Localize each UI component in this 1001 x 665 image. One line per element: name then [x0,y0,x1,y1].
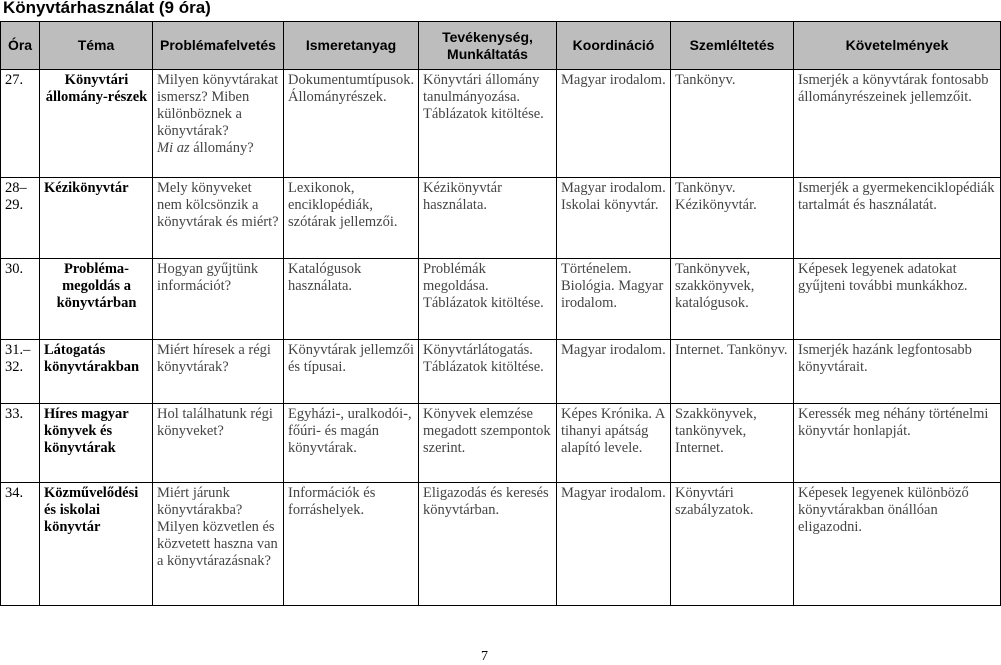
cell-tevekenyseg: Könyvtári állomány tanulmányozása. Táblázatok kitöltése. [419,70,557,178]
cell-tevekenyseg: Problémák megoldása. Táblázatok kitöltése. [419,259,557,340]
table-row [1,259,1001,340]
table-row [1,404,1001,483]
cell-ismeretanyag: Dokumentumtípusok. Állományrészek. [284,70,419,178]
cell-kovetelmenyek: Ismerjék a gyermekenciklopédiák tartalmát és használatát. [794,178,1001,259]
header-row [1,22,1001,70]
cell-problemafelvetes-text: Milyen könyvtárakat ismersz? Miben különböznek a könyvtárak? [157,72,279,139]
cell-problemafelvetes: Mely könyveket nem kölcsönzik a könyvtárak és miért? [153,178,284,259]
cell-szemleltetes: Tankönyv. Kézikönyvtár. [671,178,794,259]
cell-koordinacio: Történelem. Biológia. Magyar irodalom. [557,259,671,340]
cell-szemleltetes: Könyvtári szabályzatok. [671,483,794,606]
cell-ora: 27. [1,70,40,178]
header-kovetelmenyek: Követelmények [794,22,1001,70]
cell-szemleltetes: Tankönyv. [671,70,794,178]
curriculum-table [0,21,1001,606]
cell-koordinacio: Magyar irodalom. [557,70,671,178]
cell-koordinacio: Képes Krónika. A tihanyi apátság alapító levele. [557,404,671,483]
header-tema: Téma [40,22,153,70]
cell-kovetelmenyek: Keressék meg néhány történelmi könyvtár honlapját. [794,404,1001,483]
cell-kovetelmenyek: Ismerjék a könyvtárak fontosabb állományrészeinek jellemzőit. [794,70,1001,178]
cell-tema: Könyvtári állomány-részek [40,70,153,178]
cell-szemleltetes: Szakkönyvek, tankönyvek, Internet. [671,404,794,483]
cell-ora: 34. [1,483,40,606]
cell-kovetelmenyek: Képesek legyenek különböző könyvtárakban önállóan eligazodni. [794,483,1001,606]
cell-ismeretanyag: Könyvtárak jellemzői és típusai. [284,340,419,404]
cell-tevekenyseg: Kézikönyvtár használata. [419,178,557,259]
cell-problemafelvetes: Hol találhatunk régi könyveket? [153,404,284,483]
table-row [1,483,1001,606]
cell-szemleltetes: Tankönyvek, szakkönyvek, katalógusok. [671,259,794,340]
cell-ora: 28–29. [1,178,40,259]
cell-tema: Probléma-megoldás a könyvtárban [40,259,153,340]
cell-tema: Látogatás könyvtárakban [40,340,153,404]
cell-problemafelvetes: Miért járunk könyvtárakba? Milyen közvetlen és közvetett haszna van a könyvtárazásnak? [153,483,284,606]
cell-problemafelvetes-emphasis: Mi az [157,140,190,156]
cell-problemafelvetes-tail: állomány? [193,140,254,156]
cell-koordinacio: Magyar irodalom. [557,483,671,606]
cell-ora: 33. [1,404,40,483]
cell-koordinacio: Magyar irodalom. Iskolai könyvtár. [557,178,671,259]
cell-problemafelvetes: Hogyan gyűjtünk információt? [153,259,284,340]
cell-ismeretanyag: Lexikonok, enciklopédiák, szótárak jellemzői. [284,178,419,259]
header-ora: Óra [1,22,40,70]
cell-koordinacio: Magyar irodalom. [557,340,671,404]
cell-tema: Híres magyar könyvek és könyvtárak [40,404,153,483]
table-row [1,178,1001,259]
table-row [1,70,1001,178]
header-tevekenyseg: Tevékenység, Munkáltatás [419,22,557,70]
cell-ora: 30. [1,259,40,340]
cell-tema: Kézikönyvtár [40,178,153,259]
cell-ismeretanyag: Egyházi-, uralkodói-, főúri- és magán könyvtárak. [284,404,419,483]
cell-kovetelmenyek: Ismerjék hazánk legfontosabb könyvtárait. [794,340,1001,404]
header-koordinacio: Koordináció [557,22,671,70]
cell-ismeretanyag: Információk és forráshelyek. [284,483,419,606]
cell-tevekenyseg: Eligazodás és keresés könyvtárban. [419,483,557,606]
cell-problemafelvetes: Miért híresek a régi könyvtárak? [153,340,284,404]
cell-ora: 31.– 32. [1,340,40,404]
page-number: 7 [481,649,488,664]
cell-ismeretanyag: Katalógusok használata. [284,259,419,340]
header-problemafelvetes: Problémafelvetés [153,22,284,70]
table-row [1,340,1001,404]
header-ismeretanyag: Ismeretanyag [284,22,419,70]
cell-problemafelvetes [153,70,284,178]
cell-kovetelmenyek: Képesek legyenek adatokat gyűjteni további munkákhoz. [794,259,1001,340]
cell-tevekenyseg: Könyvtárlátogatás. Táblázatok kitöltése. [419,340,557,404]
cell-tevekenyseg: Könyvek elemzése megadott szempontok szerint. [419,404,557,483]
page-title: Könyvtárhasználat (9 óra) [3,0,211,17]
cell-szemleltetes: Internet. Tankönyv. [671,340,794,404]
cell-tema: Közművelődési és iskolai könyvtár [40,483,153,606]
header-szemleltetes: Szemléltetés [671,22,794,70]
